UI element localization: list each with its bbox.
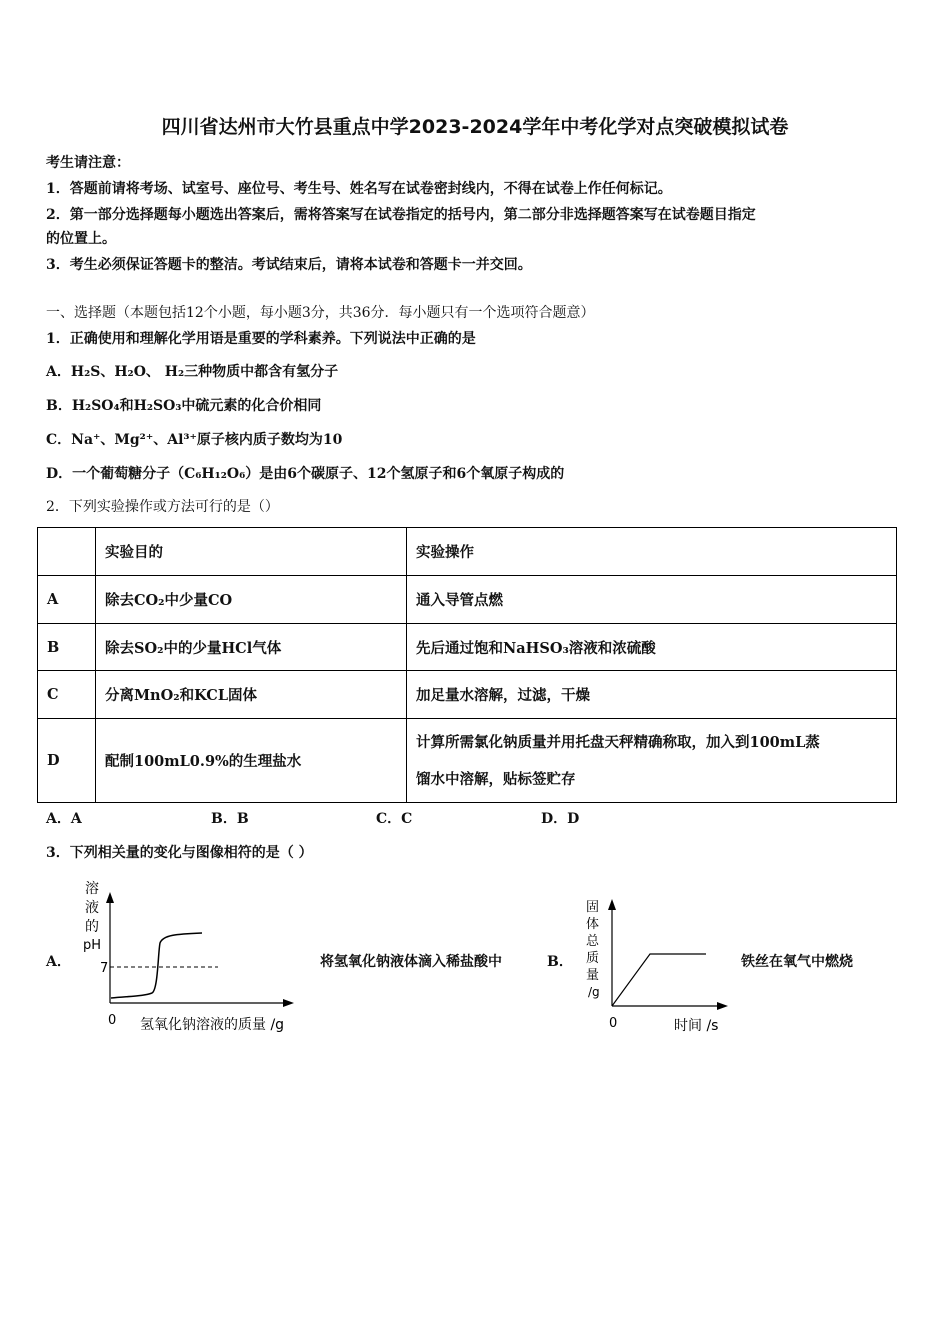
y-label-char: 质 xyxy=(586,951,600,966)
row-key: C xyxy=(38,671,96,719)
y-label-char: 液 xyxy=(85,900,99,916)
row-operation-line: 计算所需氯化钠质量并用托盘天秤精确称取，加入到100mL蒸 xyxy=(416,733,820,751)
question-3-option-b-desc: 铁丝在氧气中燃烧 xyxy=(741,954,853,970)
table-row xyxy=(38,719,897,803)
table-header-cell: 实验操作 xyxy=(407,528,897,576)
notice-item-2: 2．第一部分选择题每小题选出答案后，需将答案写在试卷指定的括号内，第二部分非选择题答案写在试卷题目指定 xyxy=(46,207,756,223)
mass-line xyxy=(612,954,706,1006)
origin-label: 0 xyxy=(108,1013,117,1028)
row-operation-line: 馏水中溶解，贴标签贮存 xyxy=(416,770,576,788)
notice-item-3: 3．考生必须保证答题卡的整洁。考试结束后，请将本试卷和答题卡一并交回。 xyxy=(46,257,532,273)
question-3-option-a-desc: 将氢氧化钠液体滴入稀盐酸中 xyxy=(320,954,502,970)
x-axis-arrow xyxy=(283,999,294,1007)
y-tick: 7 xyxy=(100,961,109,976)
y-label-char: 总 xyxy=(586,934,600,949)
experiment-table xyxy=(37,527,897,803)
answer-choice-b: B．B xyxy=(211,811,249,827)
page-title: 四川省达州市大竹县重点中学2023-2024学年中考化学对点突破模拟试卷 xyxy=(161,116,789,138)
table-header-row xyxy=(38,528,897,576)
notice-heading: 考生请注意： xyxy=(46,155,130,171)
section-heading: 一、选择题（本题包括12个小题，每小题3分，共36分．每小题只有一个选项符合题意） xyxy=(46,305,595,321)
table-header-cell: 实验目的 xyxy=(96,528,407,576)
row-purpose: 除去CO₂中少量CO xyxy=(96,576,407,624)
x-axis-label: 氢氧化钠溶液的质量 /g xyxy=(140,1017,285,1033)
table-row xyxy=(38,624,897,671)
mass-graph xyxy=(580,892,740,1037)
ph-curve xyxy=(111,933,202,998)
origin-label: 0 xyxy=(609,1016,618,1031)
row-purpose: 分离MnO₂和KCL固体 xyxy=(96,671,407,719)
y-label-char: pH xyxy=(83,938,102,953)
row-key: D xyxy=(38,719,96,803)
answer-choice-a: A．A xyxy=(46,811,82,827)
question-2-stem: 2．下列实验操作或方法可行的是（） xyxy=(46,499,279,515)
table-header-cell xyxy=(38,528,96,576)
y-label-char: 固 xyxy=(586,900,600,915)
y-label-char: 溶 xyxy=(85,881,99,897)
x-axis-arrow xyxy=(717,1002,728,1010)
question-3-stem: 3．下列相关量的变化与图像相符的是（ ） xyxy=(46,845,313,861)
question-3-option-a-label: A． xyxy=(46,954,71,970)
row-operation: 加足量水溶解，过滤，干燥 xyxy=(407,671,897,719)
y-label-char: 的 xyxy=(85,919,99,935)
answer-choice-d: D．D xyxy=(541,811,580,827)
row-operation: 通入导管点燃 xyxy=(407,576,897,624)
answer-choice-c: C．C xyxy=(376,811,413,827)
question-1-option-d: D．一个葡萄糖分子（C₆H₁₂O₆）是由6个碳原子、12个氢原子和6个氧原子构成的 xyxy=(46,466,565,482)
row-operation: 先后通过饱和NaHSO₃溶液和浓硫酸 xyxy=(407,624,897,671)
question-1-option-b: B．H₂SO₄和H₂SO₃中硫元素的化合价相同 xyxy=(46,398,322,414)
question-1-option-c: C．Na⁺、Mg²⁺、Al³⁺原子核内质子数均为10 xyxy=(46,432,343,448)
row-operation xyxy=(407,719,897,803)
ph-graph xyxy=(78,875,318,1037)
row-purpose: 配制100mL0.9%的生理盐水 xyxy=(96,719,407,803)
row-purpose: 除去SO₂中的少量HCl气体 xyxy=(96,624,407,671)
question-1-stem: 1．正确使用和理解化学用语是重要的学科素养。下列说法中正确的是 xyxy=(46,331,476,347)
y-label-char: 体 xyxy=(586,917,600,932)
y-label-char: /g xyxy=(588,985,600,999)
table-row xyxy=(38,671,897,719)
x-axis-label: 时间 /s xyxy=(674,1018,719,1034)
notice-item-1: 1．答题前请将考场、试室号、座位号、考生号、姓名写在试卷密封线内，不得在试卷上作任何标记。 xyxy=(46,181,672,197)
row-key: A xyxy=(38,576,96,624)
question-1-option-a: A．H₂S、H₂O、 H₂三种物质中都含有氢分子 xyxy=(46,364,339,380)
question-3-option-b-label: B． xyxy=(547,954,573,970)
y-axis-arrow xyxy=(608,899,616,910)
y-axis-arrow xyxy=(106,892,114,903)
table-row xyxy=(38,576,897,624)
notice-item-2-cont: 的位置上。 xyxy=(46,231,116,247)
row-key: B xyxy=(38,624,96,671)
y-label-char: 量 xyxy=(586,968,600,983)
